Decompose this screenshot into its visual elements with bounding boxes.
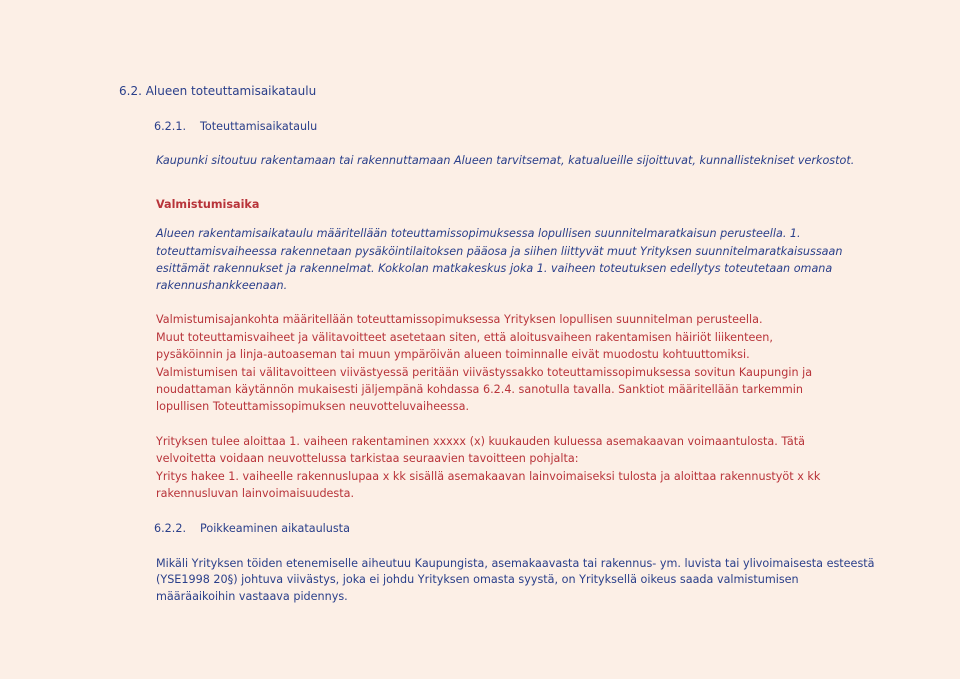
- valmistumisajankohta-line: noudattaman käytännön mukaisesti jäljempänä kohdassa 6.2.4. sanotulla tavalla. Sanktiot määritellään tarkemmin: [156, 383, 803, 396]
- valmistumisaika-line: toteuttamisvaiheessa rakennetaan pysäköintilaitoksen pääosa ja siihen liittyvät muut Yrityksen suunnitelmaratkaisussaan: [156, 245, 843, 258]
- valmistumisaika-line: esittämät rakennukset ja rakennelmat. Kokkolan matkakeskus joka 1. vaiheen toteutuksen edellytys toteutetaan omana: [156, 262, 833, 275]
- poikkeaminen-line: Mikäli Yrityksen töiden etenemiselle aiheutuu Kaupungista, asemakaavasta tai rakennus- ym. luvista tai ylivoimaisesta esteestä: [156, 557, 875, 570]
- paragraph-intro: Kaupunki sitoutuu rakentamaan tai rakennuttamaan Alueen tarvitsemat, katualueille sijoittuvat, kunnallistekniset verkostot.: [156, 154, 855, 167]
- poikkeaminen-line: määräaikoihin vastaava pidennys.: [156, 590, 348, 603]
- poikkeaminen-line: (YSE1998 20§) johtuva viivästys, joka ei johdu Yrityksen omasta syystä, on Yrityksellä oikeus saada valmistumisen: [156, 573, 799, 586]
- valmistumisajankohta-line: Valmistumisen tai välitavoitteen viivästyessä peritään viivästyssakko toteuttamissopimuksessa sovitun Kaupungin ja: [156, 366, 813, 379]
- valmistumisajankohta-line: pysäköinnin ja linja-autoaseman tai muun ympäröivän alueen toiminnalle eivät muodostu kohtuuttomiksi.: [156, 348, 750, 361]
- subsection-heading-1: [154, 119, 317, 134]
- subsection-title: Poikkeaminen aikataulusta: [200, 522, 350, 535]
- valmistumisajankohta-line: Valmistumisajankohta määritellään toteuttamissopimuksessa Yrityksen lopullisen suunnitelman perusteella.: [156, 313, 763, 326]
- aloitus-line: Yrityksen tulee aloittaa 1. vaiheen rakentaminen xxxxx (x) kuukauden kuluessa asemakaavan voimaantulosta. Tätä: [156, 435, 806, 448]
- valmistumisaika-line: Alueen rakentamisaikataulu määritellään toteuttamissopimuksessa lopullisen suunnitelmaratkaisun perusteella. 1.: [156, 227, 801, 240]
- aloitus-line: velvoitetta voidaan neuvottelussa tarkistaa seuraavien tavoitteen pohjalta:: [156, 452, 579, 465]
- subsection-number: 6.2.1.: [154, 120, 187, 133]
- subsection-number: 6.2.2.: [154, 522, 187, 535]
- section-heading: 6.2. Alueen toteuttamisaikataulu: [119, 84, 317, 98]
- subsection-heading-2: [154, 521, 350, 536]
- aloitus-line: rakennusluvan lainvoimaisuudesta.: [156, 487, 355, 500]
- valmistumisaika-label: Valmistumisaika: [156, 198, 260, 211]
- subsection-title: Toteuttamisaikataulu: [200, 120, 318, 133]
- valmistumisajankohta-line: lopullisen Toteuttamissopimuksen neuvotteluvaiheessa.: [156, 400, 470, 413]
- valmistumisaika-line: rakennushankkeenaan.: [156, 279, 288, 292]
- aloitus-line: Yritys hakee 1. vaiheelle rakennuslupaa x kk sisällä asemakaavan lainvoimaiseksi tulosta ja aloittaa rakennustyöt x kk: [156, 470, 821, 483]
- valmistumisajankohta-line: Muut toteuttamisvaiheet ja välitavoitteet asetetaan siten, että aloitusvaiheen rakentamisen häiriöt liikenteen,: [156, 331, 773, 344]
